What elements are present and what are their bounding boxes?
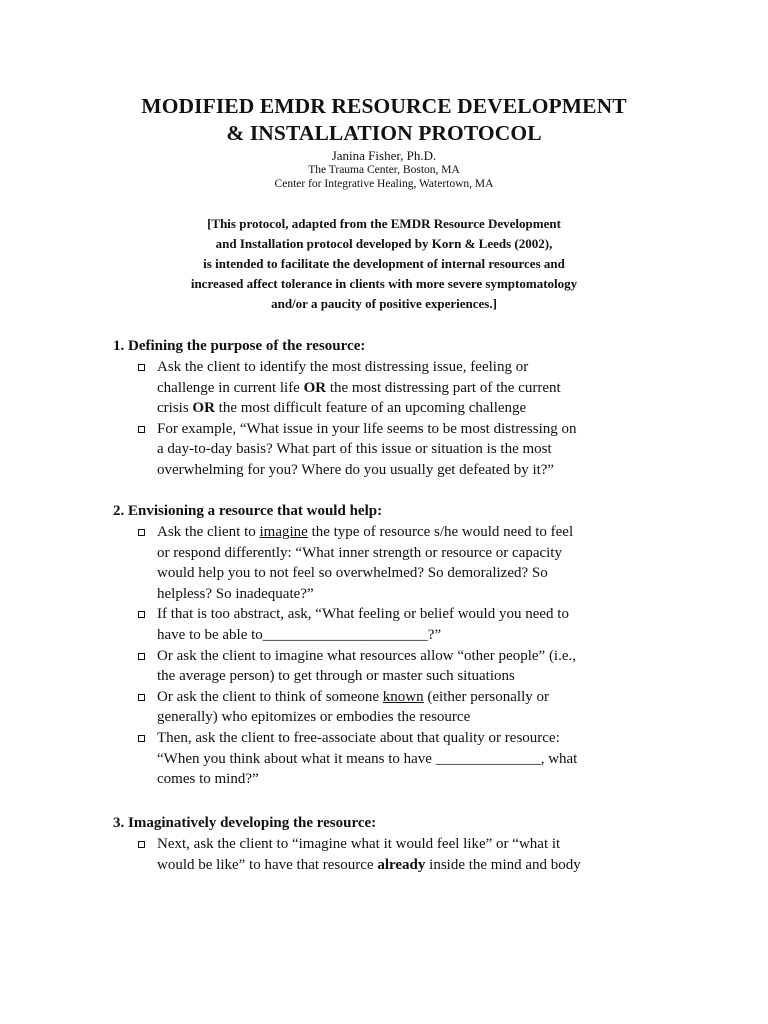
item-line bbox=[157, 543, 673, 564]
checkbox-bullet-icon bbox=[138, 611, 145, 618]
item-line bbox=[157, 460, 673, 481]
title-line-2: & INSTALLATION PROTOCOL bbox=[226, 121, 542, 145]
title-line-1: MODIFIED EMDR RESOURCE DEVELOPMENT bbox=[141, 94, 627, 118]
list-item bbox=[113, 604, 673, 645]
text-run: challenge in current life bbox=[157, 379, 304, 396]
text-run: Next, ask the client to “imagine what it would feel like” or “what it bbox=[157, 836, 561, 852]
section-heading: 3. Imaginatively developing the resource: bbox=[113, 815, 377, 831]
text-run: the average person) to get through or master such situations bbox=[157, 668, 515, 685]
item-line bbox=[157, 378, 673, 399]
text-run: ______________________ bbox=[262, 626, 428, 643]
list-item bbox=[113, 834, 673, 875]
text-run: overwhelming for you? Where do you usually get defeated by it?” bbox=[157, 461, 555, 478]
item-line bbox=[157, 604, 673, 625]
checkbox-bullet-icon bbox=[138, 694, 145, 701]
text-run: ?” bbox=[427, 626, 442, 643]
item-line bbox=[157, 522, 673, 543]
list-item bbox=[113, 357, 673, 419]
text-run: ______________ bbox=[435, 750, 541, 767]
intro-note bbox=[0, 214, 768, 314]
item-line bbox=[157, 855, 673, 876]
text-run: Ask the client to bbox=[157, 524, 260, 540]
item-line bbox=[157, 646, 673, 667]
checkbox-bullet-icon bbox=[138, 426, 145, 433]
text-run: comes to mind?” bbox=[157, 771, 259, 788]
intro-line: and/or a paucity of positive experiences.] bbox=[271, 296, 497, 311]
section-1 bbox=[113, 336, 673, 481]
text-run: a day-to-day basis? What part of this issue or situation is the most bbox=[157, 441, 552, 458]
author: Janina Fisher, Ph.D. bbox=[331, 148, 437, 163]
text-run: have to be able to bbox=[157, 626, 263, 643]
section-heading: 1. Defining the purpose of the resource: bbox=[113, 338, 366, 354]
item-line bbox=[157, 357, 673, 378]
item-line bbox=[157, 625, 673, 646]
intro-line: and Installation protocol developed by Korn & Leeds (2002), bbox=[215, 236, 553, 251]
text-run: Or ask the client to imagine what resources allow “other people” (i.e., bbox=[157, 647, 577, 664]
list-item bbox=[113, 646, 673, 687]
text-run: (either personally or bbox=[423, 688, 550, 705]
intro-line: is intended to facilitate the development of internal resources and bbox=[203, 256, 565, 271]
text-run: OR bbox=[303, 379, 327, 396]
list-item bbox=[113, 728, 673, 790]
intro-line: [This protocol, adapted from the EMDR Resource Development bbox=[207, 216, 561, 231]
affiliation-2: Center for Integrative Healing, Watertown, MA bbox=[274, 178, 494, 190]
text-run: If that is too abstract, ask, “What feeling or belief would you need to bbox=[157, 606, 569, 623]
text-run: crisis bbox=[157, 400, 193, 417]
checkbox-bullet-icon bbox=[138, 364, 145, 371]
checkbox-bullet-icon bbox=[138, 529, 145, 536]
item-line bbox=[157, 563, 673, 584]
item-line bbox=[157, 439, 673, 460]
item-line bbox=[157, 728, 673, 749]
list-item bbox=[113, 522, 673, 604]
section-heading: 2. Envisioning a resource that would help: bbox=[113, 503, 383, 519]
text-run: would be like” to have that resource bbox=[157, 856, 378, 873]
text-run: imagine bbox=[259, 524, 308, 540]
text-run: or respond differently: “What inner strength or resource or capacity bbox=[157, 544, 562, 561]
item-line bbox=[157, 666, 673, 687]
item-line bbox=[157, 687, 673, 708]
text-run: , what bbox=[540, 750, 578, 767]
item-line bbox=[157, 398, 673, 419]
text-run: would help you to not feel so overwhelmed? So demoralized? So bbox=[157, 565, 548, 582]
item-line bbox=[157, 419, 673, 440]
item-line bbox=[157, 834, 673, 855]
text-run: “When you think about what it means to have bbox=[157, 750, 436, 767]
section-3 bbox=[113, 813, 673, 875]
text-run: already bbox=[377, 856, 426, 873]
text-run: the type of resource s/he would need to feel bbox=[307, 524, 574, 540]
checkbox-bullet-icon bbox=[138, 841, 145, 848]
text-run: the most distressing part of the current bbox=[326, 379, 561, 396]
text-run: For example, “What issue in your life seems to be most distressing on bbox=[157, 420, 577, 437]
affiliation-1: The Trauma Center, Boston, MA bbox=[308, 164, 460, 176]
item-line bbox=[157, 707, 673, 728]
text-run: generally) who epitomizes or embodies the resource bbox=[157, 709, 471, 726]
text-run: helpless? So inadequate?” bbox=[157, 585, 314, 602]
text-run: Ask the client to identify the most distressing issue, feeling or bbox=[157, 359, 529, 375]
list-item bbox=[113, 687, 673, 728]
list-item bbox=[113, 419, 673, 481]
checkbox-bullet-icon bbox=[138, 735, 145, 742]
text-run: Then, ask the client to free-associate about that quality or resource: bbox=[157, 729, 560, 746]
intro-line: increased affect tolerance in clients with more severe symptomatology bbox=[190, 276, 578, 291]
checkbox-bullet-icon bbox=[138, 653, 145, 660]
text-run: inside the mind and body bbox=[425, 856, 581, 873]
text-run: the most difficult feature of an upcoming challenge bbox=[214, 400, 527, 417]
section-2 bbox=[113, 501, 673, 790]
text-run: OR bbox=[192, 400, 215, 417]
item-line bbox=[157, 749, 673, 770]
item-line bbox=[157, 769, 673, 790]
item-line bbox=[157, 584, 673, 605]
text-run: known bbox=[382, 688, 424, 705]
text-run: Or ask the client to think of someone bbox=[157, 688, 383, 705]
